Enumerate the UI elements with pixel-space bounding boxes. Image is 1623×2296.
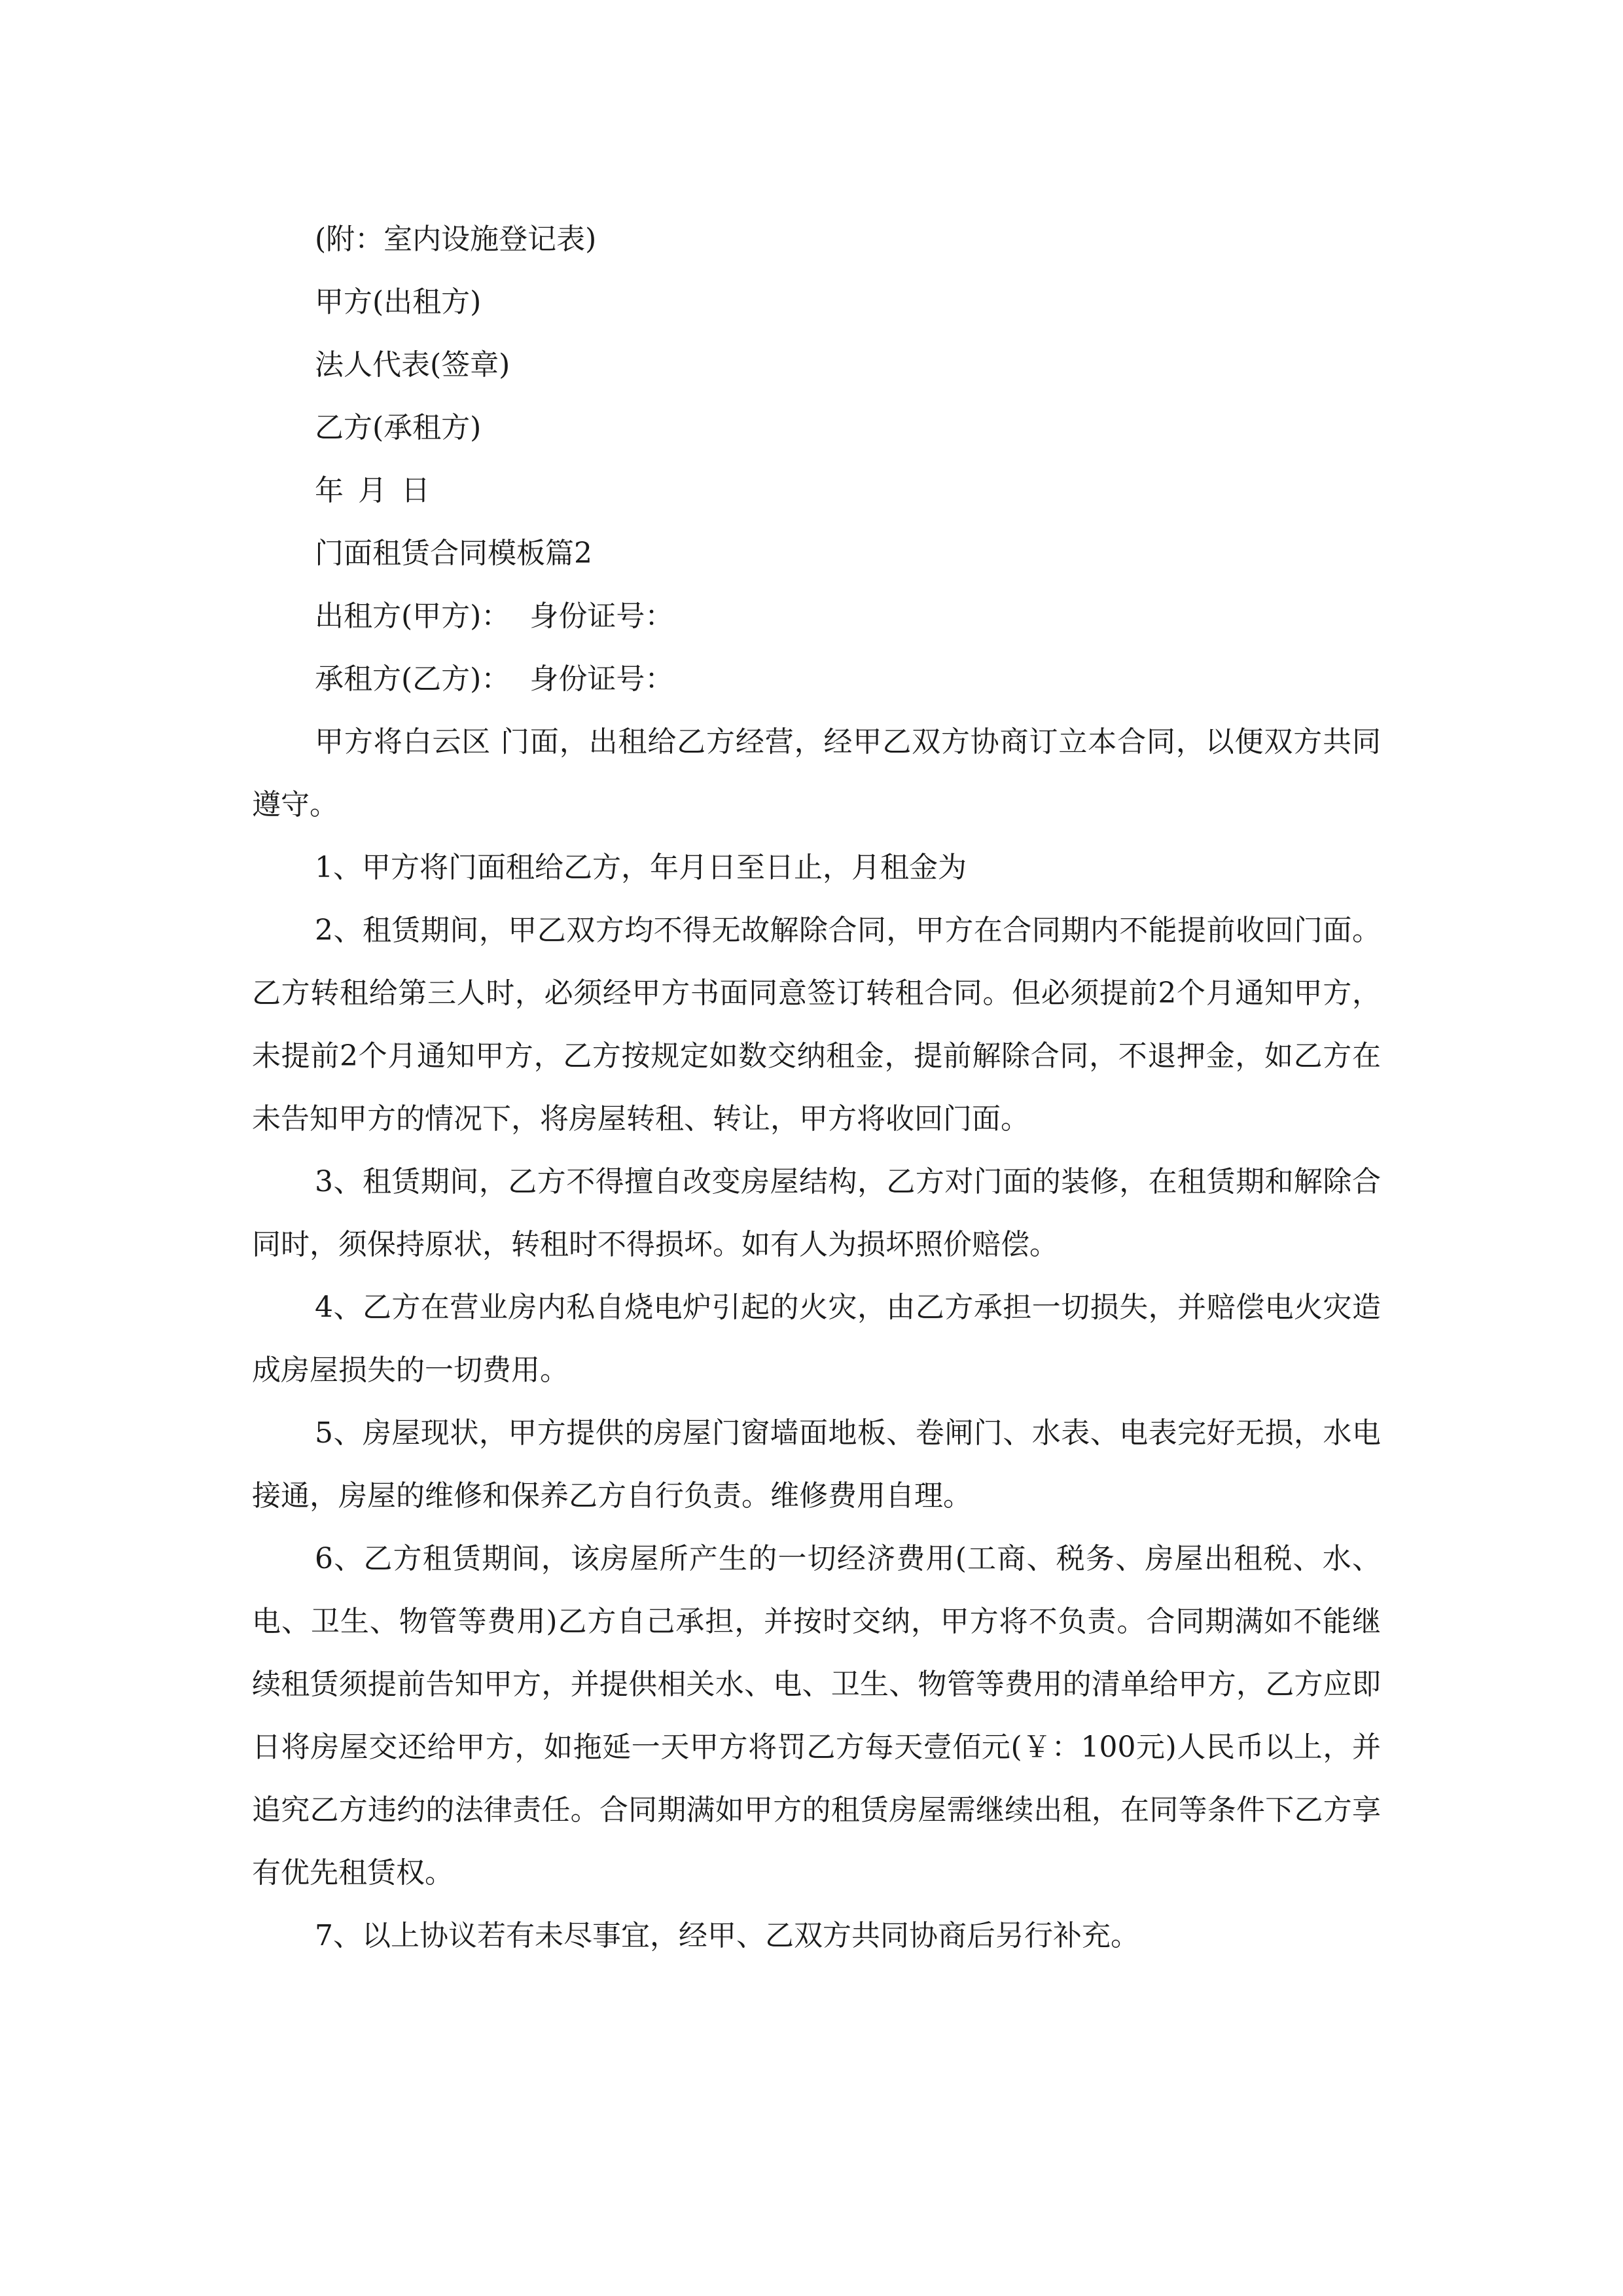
- clause-4: 4、乙方在营业房内私自烧电炉引起的火灾，由乙方承担一切损失，并赔偿电火灾造成房屋损失的一切费用。: [252, 1291, 1381, 1387]
- date-year: 年: [315, 474, 344, 507]
- party-b-line: 乙方(承租方): [315, 411, 482, 444]
- section-title: 门面租赁合同模板篇2: [315, 537, 592, 570]
- date-month: 月: [358, 474, 387, 507]
- date-line: [252, 459, 1381, 522]
- lessor-line: [252, 585, 1381, 648]
- clause-5: 5、房屋现状，甲方提供的房屋门窗墙面地板、卷闸门、水表、电表完好无损，水电接通，房屋的维修和保养乙方自行负责。维修费用自理。: [252, 1416, 1381, 1513]
- lessor-id-label: 身份证号：: [529, 600, 674, 633]
- intro-paragraph: 甲方将白云区 门面，出租给乙方经营，经甲乙双方协商订立本合同，以便双方共同遵守。: [252, 725, 1381, 821]
- lessee-label: 承租方(乙方)：: [315, 662, 510, 696]
- date-day: 日: [401, 474, 430, 507]
- clause-1: 1、甲方将门面租给乙方，年月日至日止，月租金为: [315, 851, 967, 884]
- legal-rep-line: 法人代表(签章): [315, 348, 510, 382]
- party-a-line: 甲方(出租方): [315, 285, 482, 319]
- clause-6: 6、乙方租赁期间，该房屋所产生的一切经济费用(工商、税务、房屋出租税、水、电、卫生、物管等费用)乙方自己承担，并按时交纳，甲方将不负责。合同期满如不能继续租赁须提前告知甲方，并提供相关水、电、卫生、物管等费用的清单给甲方，乙方应即日将房屋交还给甲方，如拖延一天甲方将罚乙方每天壹佰元(￥：100元)人民币以上，并追究乙方违约的法律责任。合同期满如甲方的租赁房屋需继续出租，在同等条件下乙方享有优先租赁权。: [252, 1542, 1381, 1890]
- document-body: [252, 208, 1381, 1967]
- appendix-line: (附：室内设施登记表): [315, 223, 597, 256]
- lessee-line: [252, 648, 1381, 711]
- lessor-label: 出租方(甲方)：: [315, 600, 510, 633]
- clause-2: 2、租赁期间，甲乙双方均不得无故解除合同，甲方在合同期内不能提前收回门面。乙方转租给第三人时，必须经甲方书面同意签订转租合同。但必须提前2个月通知甲方，未提前2个月通知甲方，乙方按规定如数交纳租金，提前解除合同，不退押金，如乙方在未告知甲方的情况下，将房屋转租、转让，甲方将收回门面。: [252, 914, 1381, 1136]
- lessee-id-label: 身份证号：: [529, 662, 674, 696]
- clause-7: 7、以上协议若有未尽事宜，经甲、乙双方共同协商后另行补充。: [315, 1919, 1139, 1952]
- clause-3: 3、租赁期间，乙方不得擅自改变房屋结构，乙方对门面的装修，在租赁期和解除合同时，须保持原状，转租时不得损坏。如有人为损坏照价赔偿。: [252, 1165, 1381, 1261]
